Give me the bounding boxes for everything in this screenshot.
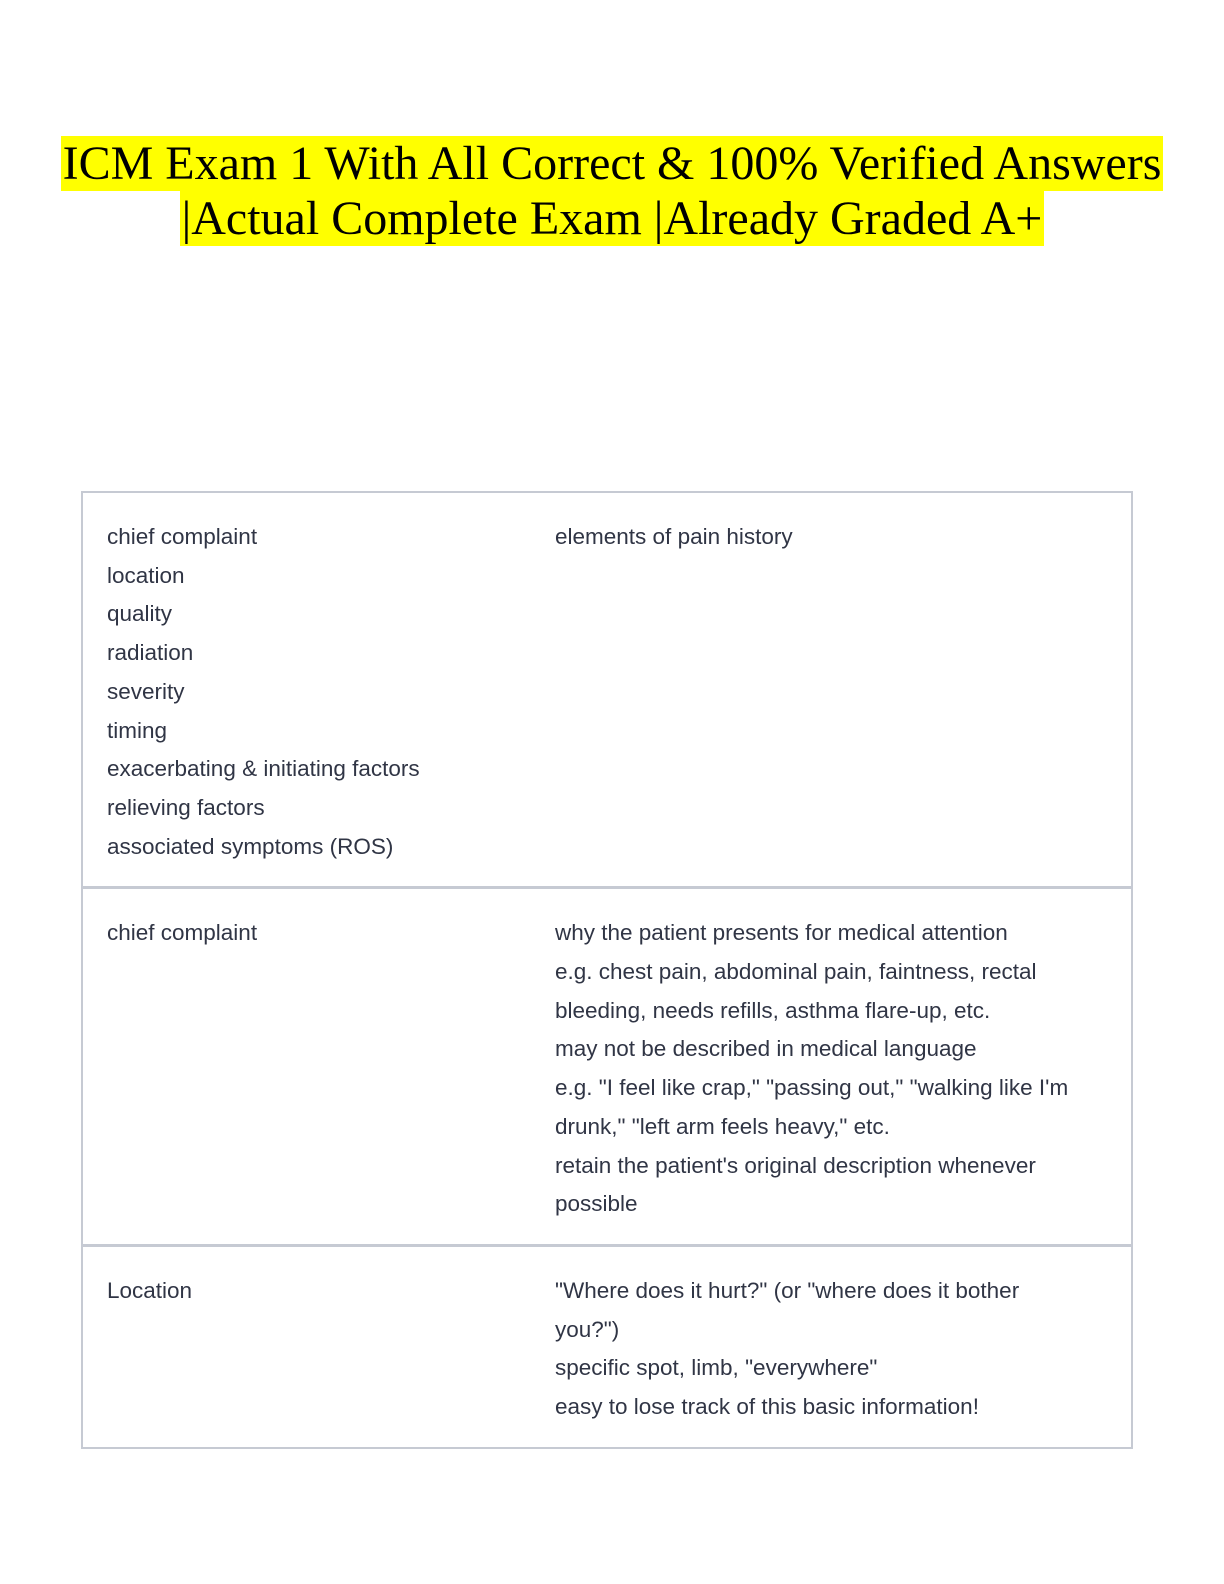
term-cell xyxy=(107,518,555,866)
definition-cell xyxy=(555,1272,1107,1427)
term-line: timing xyxy=(107,717,168,743)
flashcard-row xyxy=(83,1244,1131,1447)
definition-line: may not be described in medical language xyxy=(555,1036,977,1062)
definition-cell xyxy=(555,914,1107,1224)
term-line: exacerbating & initiating factors xyxy=(107,756,420,782)
definition-line: e.g. chest pain, abdominal pain, faintness, rectal xyxy=(555,959,1037,985)
document-title xyxy=(0,136,1224,246)
term-line: chief complaint xyxy=(107,920,258,946)
title-line-1: ICM Exam 1 With All Correct & 100% Verified Answers xyxy=(62,137,1162,190)
flashcard-row xyxy=(83,886,1131,1244)
term-line: radiation xyxy=(107,640,194,666)
definition-line: "Where does it hurt?" (or "where does it bother xyxy=(555,1277,1020,1303)
definition-line: bleeding, needs refills, asthma flare-up, etc. xyxy=(555,997,991,1023)
definition-line: why the patient presents for medical attention xyxy=(555,920,1008,946)
term-cell xyxy=(107,914,555,1224)
term-line: chief complaint xyxy=(107,524,258,549)
title-line-2: |Actual Complete Exam |Already Graded A+ xyxy=(181,192,1043,245)
definition-line: specific spot, limb, "everywhere" xyxy=(555,1355,878,1381)
flashcard-table xyxy=(81,491,1133,1449)
term-line: severity xyxy=(107,678,185,704)
term-line: Location xyxy=(107,1277,193,1303)
flashcard-row xyxy=(83,493,1131,886)
definition-line: elements of pain history xyxy=(555,524,793,549)
definition-line: drunk," "left arm feels heavy," etc. xyxy=(555,1113,890,1139)
term-line: quality xyxy=(107,601,173,627)
definition-line: possible xyxy=(555,1191,638,1217)
definition-line: you?") xyxy=(555,1316,620,1342)
definition-line: retain the patient's original description whenever xyxy=(555,1152,1036,1178)
term-line: associated symptoms (ROS) xyxy=(107,833,394,859)
term-line: location xyxy=(107,562,185,588)
term-line: relieving factors xyxy=(107,794,265,820)
definition-line: easy to lose track of this basic information! xyxy=(555,1394,979,1420)
term-cell xyxy=(107,1272,555,1427)
definition-line: e.g. "I feel like crap," "passing out," "walking like I'm xyxy=(555,1075,1069,1101)
definition-cell xyxy=(555,518,1107,866)
